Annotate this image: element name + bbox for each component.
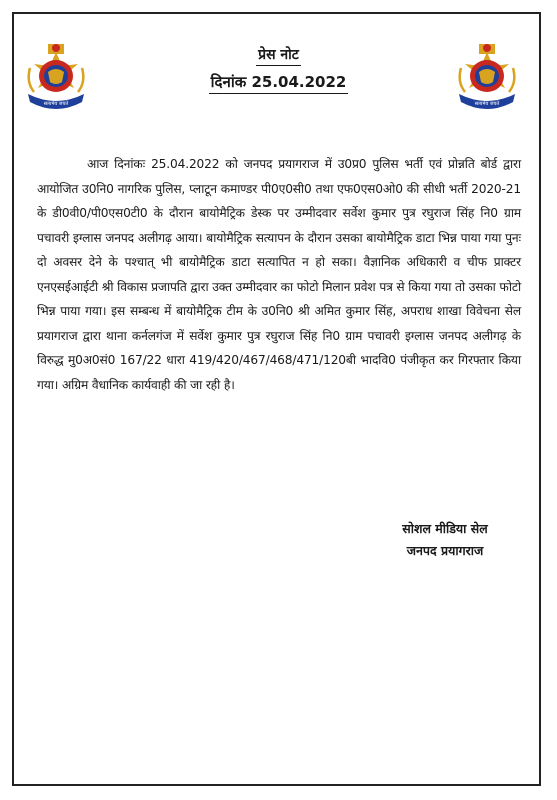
document-frame — [12, 12, 541, 786]
press-note-body: आज दिनांकः 25.04.2022 को जनपद प्रयागराज में उ0प्र0 पुलिस भर्ती एवं प्रोन्नति बोर्ड द्वारा आयोजित उ0नि0 नागरिक पुलिस, प्लाटून कमाण्डर पी0ए0सी0 तथा एफ0एस0ओ0 की सीधी भर्ती 2020-21 के डी0वी0/पी0एस0टी0 के दौरान बायोमैट्रिक डेस्क पर उम्मीदवार सर्वेश कुमार पुत्र रघुराज सिंह नि0 ग्राम पचावरी इग्लास जनपद अलीगढ़ आया। बायोमैट्रिक सत्यापन के दौरान उसका बायोमैट्रिक डाटा भिन्न पाया गया पुनः दो अवसर देने के पश्चात् भी बायोमैट्रिक डाटा सत्यापित न हो सका। वैज्ञानिक अधिकारी व चीफ प्राक्टर एनएसईआईटी श्री विकास प्रजापति द्वारा उक्त उम्मीदवार का फोटो मिलान प्रवेश पत्र से किया गया तो उसका फोटो भिन्न पाया गया। इस सम्बन्ध में बायोमैट्रिक टीम के उ0नि0 श्री अमित कुमार सिंह, अपराध शाखा विवेचना सेल प्रयागराज द्वारा थाना कर्नलगंज में सर्वेश कुमार पुत्र रघुराज सिंह नि0 ग्राम पचावरी इग्लास जनपद अलीगढ़ के विरुद्ध मु0अ0सं0 167/22 धारा 419/420/467/468/471/120बी भादवि0 पंजीकृत कर गिरफ्तार किया गया। अग्रिम वैधानिक कार्यवाही की जा रही है। — [37, 157, 521, 392]
emblem-motto-right: सत्यमेव जयते — [474, 101, 500, 107]
emblem-motto-left: सत्यमेव जयते — [43, 101, 69, 107]
press-note-title: प्रेस नोट — [256, 46, 301, 66]
signature-block — [360, 518, 530, 562]
press-note-date: दिनांक 25.04.2022 — [209, 72, 349, 94]
header-block — [0, 44, 557, 94]
signature-line-department: सोशल मीडिया सेल — [402, 521, 488, 536]
signature-line-district: जनपद प्रयागराज — [406, 543, 484, 558]
